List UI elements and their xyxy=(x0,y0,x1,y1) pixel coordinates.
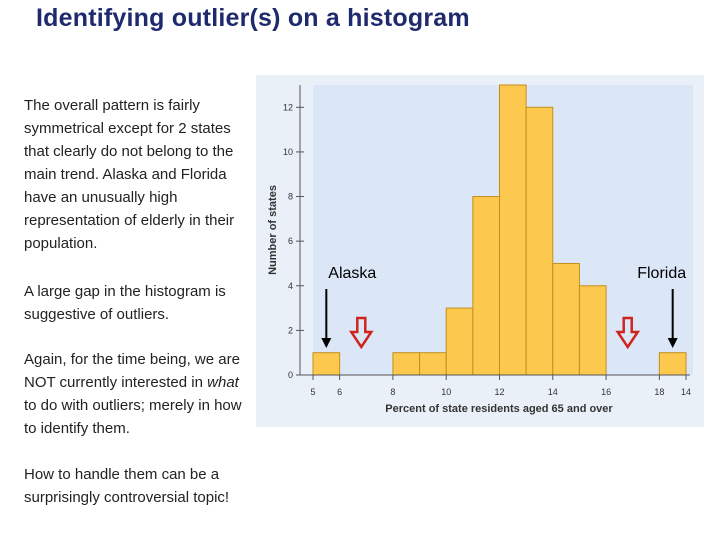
paragraph-controversial: How to handle them can be a surprisingly controversial topic! xyxy=(24,466,230,506)
y-axis-label: Number of states xyxy=(267,185,279,275)
y-tick-label: 12 xyxy=(282,102,293,113)
histogram-bar xyxy=(313,353,340,375)
x-tick-label: 8 xyxy=(390,387,396,397)
y-tick-label: 2 xyxy=(287,325,293,336)
histogram-bar xyxy=(473,197,500,375)
paragraph-outlier-interest-emphasis: what xyxy=(207,374,239,391)
slide-title: Identifying outlier(s) on a histogram xyxy=(36,4,470,32)
x-tick-label: 5 xyxy=(310,387,316,397)
histogram-bar xyxy=(500,85,527,375)
x-tick-label: 14 xyxy=(547,387,558,397)
histogram-bar xyxy=(420,353,447,375)
histogram-bar xyxy=(446,308,473,375)
histogram-bar xyxy=(553,263,580,375)
x-tick-label: 10 xyxy=(441,387,452,397)
annotation-label-alaska: Alaska xyxy=(328,265,377,282)
y-tick-label: 10 xyxy=(282,146,293,157)
paragraph-gap: A large gap in the histogram is suggestive of outliers. xyxy=(24,283,226,323)
x-tick-label: 18 xyxy=(654,387,665,397)
paragraph-outlier-interest-part2: to do with outliers; merely in how to identify them. xyxy=(24,397,242,437)
y-tick-label: 6 xyxy=(287,236,293,247)
histogram-bar xyxy=(393,353,420,375)
paragraph-overall-pattern: The overall pattern is fairly symmetrical except for 2 states that clearly do not belong to the main trend. Alaska and Florida have an unusually high representation of elderly in their population. xyxy=(24,97,235,252)
histogram-bar xyxy=(659,353,686,375)
x-axis-label: Percent of state residents aged 65 and over xyxy=(385,403,613,415)
x-tick-label: 14 xyxy=(680,387,692,397)
histogram-svg xyxy=(256,75,704,427)
x-tick-label: 6 xyxy=(337,387,343,397)
histogram-chart xyxy=(256,75,704,427)
paragraph-outlier-interest xyxy=(24,348,254,440)
annotation-label-florida: Florida xyxy=(637,265,687,282)
y-tick-label: 0 xyxy=(287,370,293,380)
y-tick-label: 4 xyxy=(287,280,293,291)
y-tick-label: 8 xyxy=(287,191,293,202)
histogram-bar xyxy=(526,107,553,375)
x-tick-label: 12 xyxy=(494,387,505,397)
paragraph-outlier-interest-part1: Again, for the time being, we are NOT currently interested in xyxy=(24,351,240,391)
x-tick-label: 16 xyxy=(601,387,612,397)
histogram-bar xyxy=(579,286,606,375)
